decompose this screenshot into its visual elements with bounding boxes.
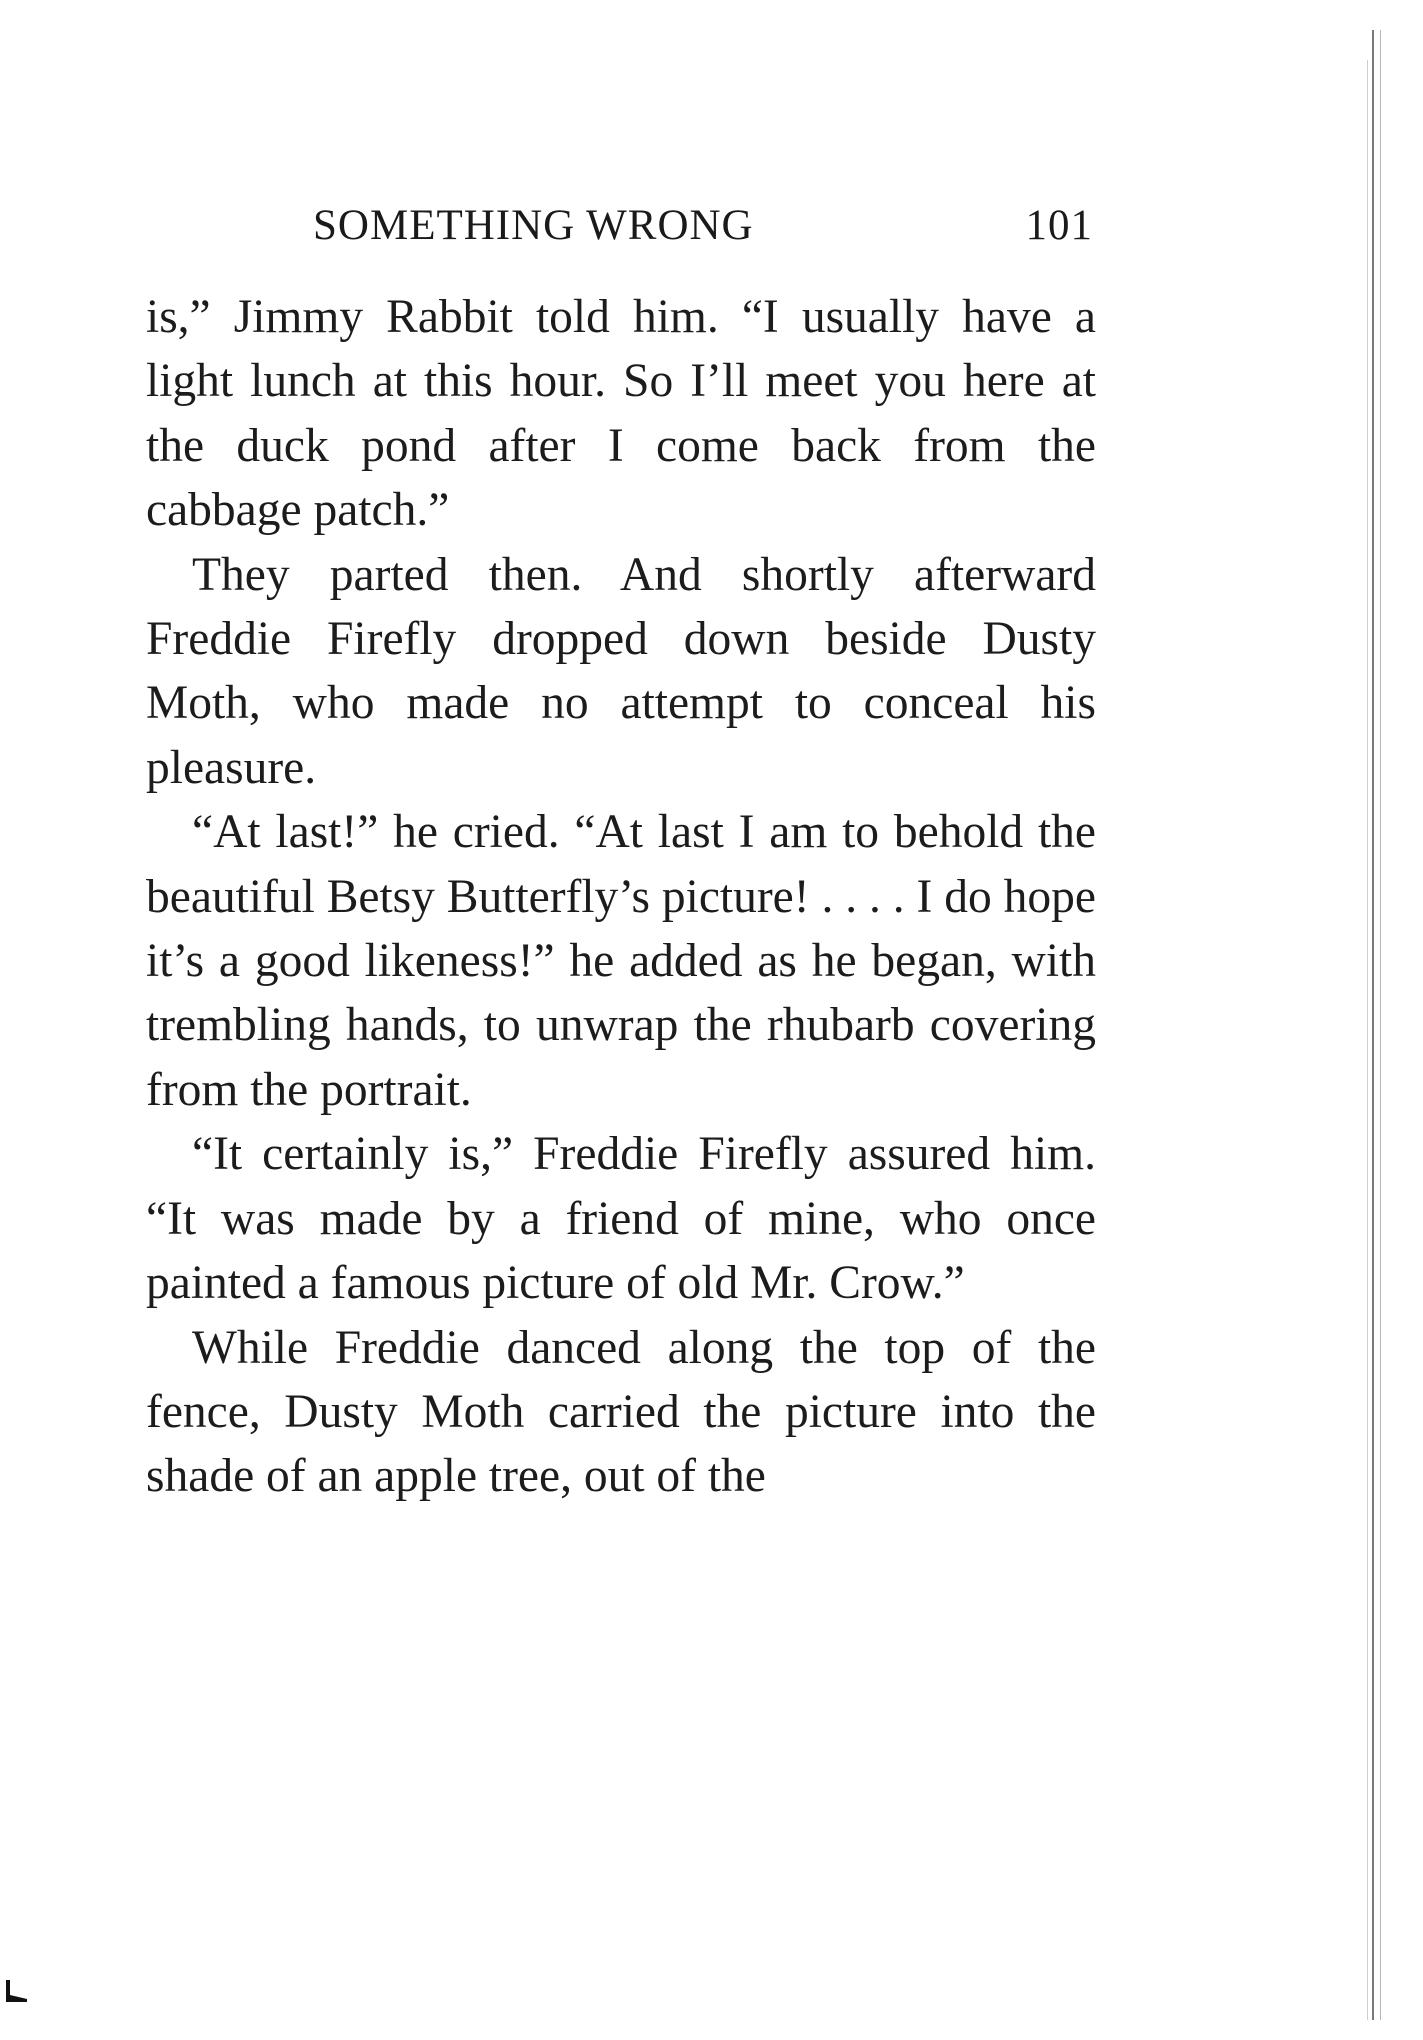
- page-edge-shadow: [1367, 60, 1368, 2020]
- paragraph-1: is,” Jimmy Rabbit told him. “I usually have a light lunch at this hour. So I’ll meet you here at the duck pond after I come back from the cabbage patch.”: [146, 291, 1096, 537]
- corner-scan-mark-icon: [3, 1980, 29, 2002]
- page-number: 101: [1025, 202, 1093, 249]
- paragraph-2: They parted then. And shortly afterward Freddie Firefly dropped down beside Dusty Moth, who made no attempt to conceal his pleasure.: [146, 548, 1096, 794]
- paragraph-3: “At last!” he cried. “At last I am to behold the beautiful Betsy Butterfly’s picture! . . . . I do hope it’s a good likeness!” he added as he began, with trembling hands, to unwrap the rhubarb covering from the portrait.: [146, 806, 1096, 1116]
- running-head: [313, 196, 1093, 256]
- paragraph-5: While Freddie danced along the top of the fence, Dusty Moth carried the picture into the shade of an apple tree, out of the: [146, 1321, 1096, 1503]
- binding-edge-rule: [1372, 30, 1381, 2020]
- chapter-title: SOMETHING WRONG: [313, 202, 754, 249]
- body-text: [146, 285, 1096, 1509]
- paragraph-4: “It certainly is,” Freddie Firefly assured him. “It was made by a friend of mine, who once painted a famous picture of old Mr. Crow.”: [146, 1128, 1096, 1310]
